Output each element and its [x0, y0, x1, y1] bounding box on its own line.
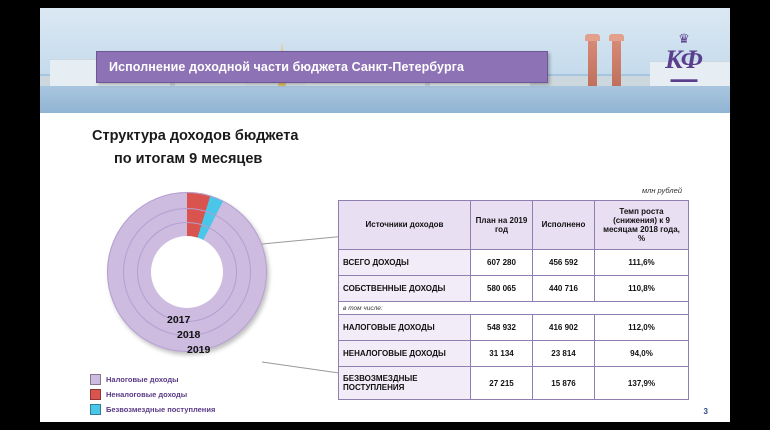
- units-note: млн рублей: [641, 186, 682, 195]
- row-rate: 94,0%: [595, 341, 689, 367]
- income-table: [338, 200, 689, 400]
- row-fact: 440 716: [533, 276, 595, 302]
- legend-swatch-icon: [90, 404, 101, 415]
- row-plan: 548 932: [471, 315, 533, 341]
- row-label: СОБСТВЕННЫЕ ДОХОДЫ: [339, 276, 471, 302]
- ribbon-icon: ▬▬▬: [670, 74, 698, 84]
- coat-of-arms-icon: [656, 32, 712, 92]
- row-rate: 111,6%: [595, 250, 689, 276]
- river: [40, 86, 730, 113]
- slide: [40, 8, 730, 422]
- slide-title: Исполнение доходной части бюджета Санкт-Петербурга: [109, 60, 465, 74]
- row-label: ВСЕГО ДОХОДЫ: [339, 250, 471, 276]
- col-header-plan: План на 2019 год: [471, 201, 533, 250]
- rostral-column-right: [612, 40, 621, 86]
- legend-label: Неналоговые доходы: [106, 390, 188, 399]
- row-rate: 112,0%: [595, 315, 689, 341]
- donut-hole: [151, 236, 223, 308]
- ring-label-2018: 2018: [177, 329, 201, 341]
- row-plan: 31 134: [471, 341, 533, 367]
- chart-legend: [90, 374, 320, 419]
- row-fact: 15 876: [533, 367, 595, 400]
- row-label: НЕНАЛОГОВЫЕ ДОХОДЫ: [339, 341, 471, 367]
- table-row: [339, 315, 689, 341]
- row-plan: 580 065: [471, 276, 533, 302]
- legend-item: [90, 389, 320, 400]
- crown-icon: ♛: [678, 31, 690, 46]
- header-banner: [40, 8, 730, 113]
- col-header-fact: Исполнено: [533, 201, 595, 250]
- row-fact: 456 592: [533, 250, 595, 276]
- page-title: Структура доходов бюджета: [92, 128, 299, 144]
- legend-label: Безвозмездные поступления: [106, 405, 216, 414]
- monogram-text: КФ: [665, 45, 703, 74]
- table-subheader-row: [339, 302, 689, 315]
- table-header-row: [339, 201, 689, 250]
- row-label: БЕЗВОЗМЕЗДНЫЕ ПОСТУПЛЕНИЯ: [339, 367, 471, 400]
- row-fact: 416 902: [533, 315, 595, 341]
- row-plan: 27 215: [471, 367, 533, 400]
- row-plan: 607 280: [471, 250, 533, 276]
- row-rate: 110,8%: [595, 276, 689, 302]
- callout-connector: [258, 236, 348, 376]
- col-header-rate: Темп роста (снижения) к 9 месяцам 2018 года, %: [595, 201, 689, 250]
- table-row: [339, 341, 689, 367]
- page-subtitle: по итогам 9 месяцев: [114, 151, 263, 167]
- legend-item: [90, 374, 320, 385]
- legend-label: Налоговые доходы: [106, 375, 179, 384]
- legend-swatch-icon: [90, 374, 101, 385]
- row-rate: 137,9%: [595, 367, 689, 400]
- page-number: 3: [703, 407, 708, 416]
- row-label: НАЛОГОВЫЕ ДОХОДЫ: [339, 315, 471, 341]
- row-fact: 23 814: [533, 341, 595, 367]
- ring-label-2017: 2017: [167, 314, 191, 326]
- row-label: в том числе:: [339, 302, 689, 315]
- table-row: [339, 250, 689, 276]
- table-row: [339, 276, 689, 302]
- col-header-source: Источники доходов: [339, 201, 471, 250]
- table-row: [339, 367, 689, 400]
- legend-item: [90, 404, 320, 415]
- rostral-column-left: [588, 40, 597, 86]
- ring-label-2019: 2019: [187, 344, 211, 356]
- legend-swatch-icon: [90, 389, 101, 400]
- slide-title-bar: [96, 51, 548, 83]
